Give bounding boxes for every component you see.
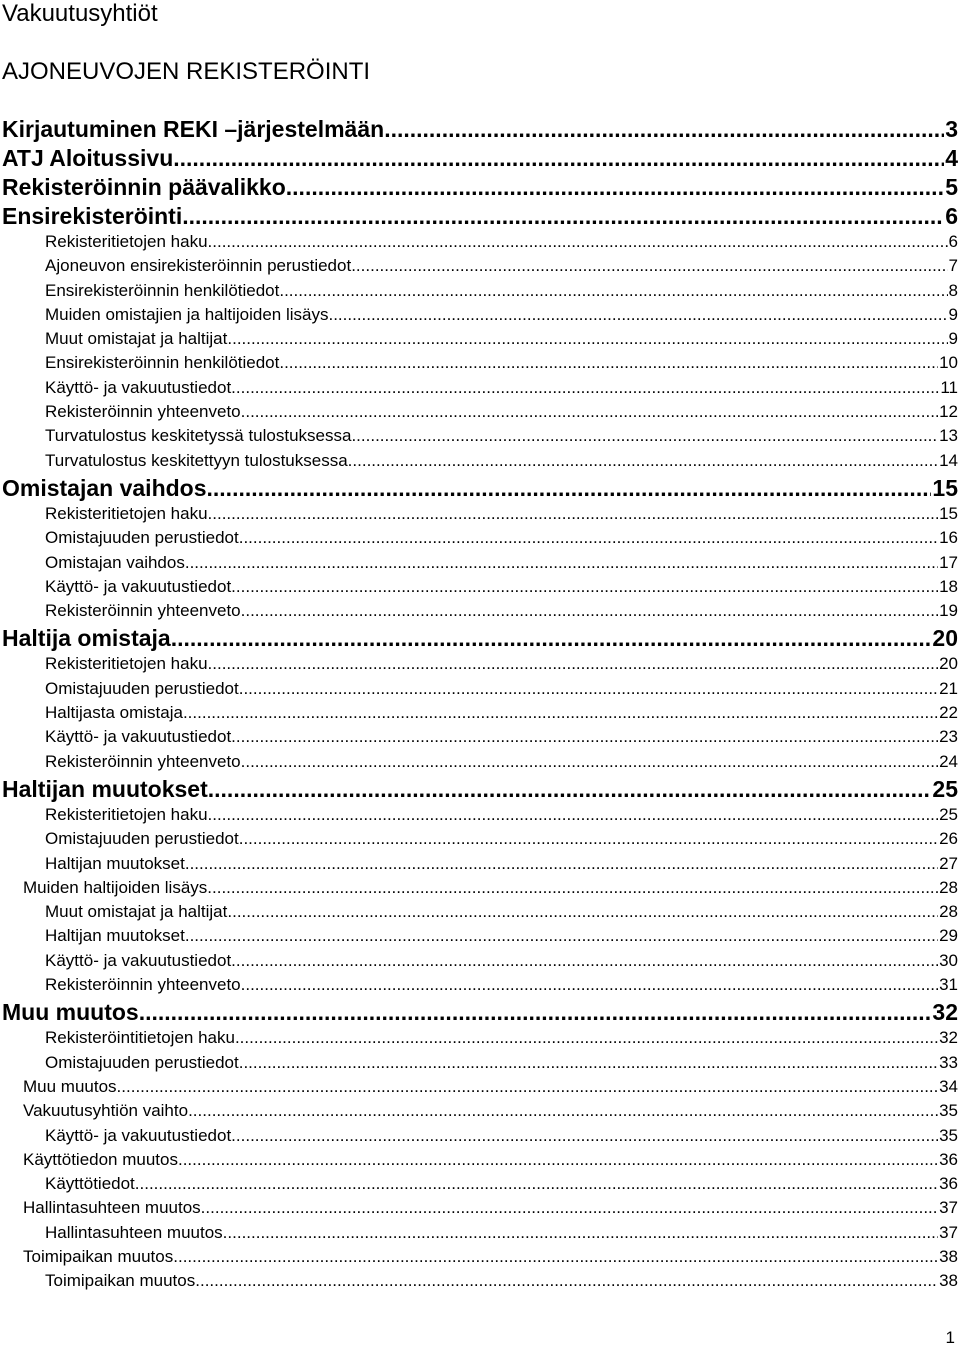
toc-entry-label: Turvatulostus keskitetyssä tulostuksessa [45, 426, 352, 446]
toc-entry-page: 15 [932, 474, 958, 501]
toc-entry-label: Toimipaikan muutos [23, 1246, 174, 1266]
toc-dot-leader [195, 1271, 938, 1291]
toc-dot-leader [183, 703, 938, 723]
toc-dot-leader [139, 999, 932, 1026]
toc-entry-page: 32 [939, 1028, 958, 1048]
toc-entry-page: 38 [939, 1246, 958, 1266]
toc-entry-page: 37 [939, 1198, 958, 1218]
toc-entry[interactable] [0, 504, 960, 528]
toc-dot-leader [384, 116, 944, 143]
toc-entry-page: 30 [939, 950, 958, 970]
toc-entry[interactable] [0, 878, 960, 902]
toc-entry-page: 10 [939, 353, 958, 373]
toc-entry-page: 13 [939, 426, 958, 446]
toc-entry-label: Omistajuuden perustiedot [45, 1052, 239, 1072]
toc-dot-leader [208, 232, 948, 252]
toc-entry-label: Vakuutusyhtiön vaihto [23, 1101, 189, 1121]
toc-entry[interactable] [0, 902, 960, 926]
toc-dot-leader [328, 305, 947, 325]
toc-entry-label: Omistajan vaihdos [2, 474, 207, 501]
toc-entry-label: Turvatulostus keskitettyyn tulostuksessa [45, 450, 348, 470]
toc-entry[interactable] [0, 805, 960, 829]
toc-entry-label: Ajoneuvon ensirekisteröinnin perustiedot [45, 256, 352, 276]
toc-dot-leader [171, 625, 932, 652]
toc-entry[interactable] [0, 703, 960, 727]
toc-dot-leader [188, 1101, 938, 1121]
toc-entry-page: 33 [939, 1052, 958, 1072]
toc-entry-label: Ensirekisteröinnin henkilötiedot [45, 280, 280, 300]
toc-entry[interactable] [0, 232, 960, 256]
toc-entry-label: Rekisteritietojen haku [45, 232, 208, 251]
toc-entry-page: 34 [939, 1076, 958, 1096]
toc-entry-page: 38 [939, 1271, 958, 1291]
toc-entry[interactable] [0, 528, 960, 552]
toc-entry-page: 4 [945, 145, 958, 171]
toc-dot-leader [241, 402, 938, 422]
toc-entry-page: 20 [932, 625, 958, 652]
toc-dot-leader [241, 752, 938, 772]
toc-dot-leader [207, 878, 938, 898]
toc-entry-label: Käyttö- ja vakuutustiedot [45, 950, 232, 970]
toc-entry[interactable] [0, 926, 960, 950]
toc-entry-label: Ensirekisteröinnin henkilötiedot [45, 353, 280, 373]
toc-entry[interactable] [0, 329, 960, 353]
toc-entry-page: 28 [939, 902, 958, 922]
toc-dot-leader [135, 1174, 938, 1194]
toc-entry-label: Käyttö- ja vakuutustiedot [45, 727, 232, 747]
toc-entry-page: 19 [939, 601, 958, 621]
toc-entry-label: Rekisteritietojen haku [45, 654, 208, 674]
toc-entry-label: Rekisteröinnin päävalikko [2, 174, 286, 200]
toc-dot-leader [223, 1223, 938, 1243]
toc-entry-page: 9 [948, 304, 958, 324]
toc-dot-leader [117, 1077, 939, 1097]
toc-entry-page: 35 [939, 1101, 958, 1121]
toc-dot-leader [208, 776, 932, 803]
toc-dot-leader [173, 1247, 938, 1267]
toc-entry-label: Ensirekisteröinti [2, 203, 183, 229]
toc-entry-label: Omistajan vaihdos [45, 552, 185, 572]
toc-entry[interactable] [0, 829, 960, 853]
toc-entry[interactable] [0, 679, 960, 703]
toc-dot-leader [208, 805, 939, 825]
toc-entry-page: 35 [939, 1125, 958, 1145]
toc-entry[interactable] [0, 1053, 960, 1077]
toc-entry-page: 25 [939, 804, 958, 824]
toc-entry-page: 15 [939, 503, 958, 523]
toc-entry-page: 5 [945, 174, 958, 200]
toc-dot-leader [235, 1028, 938, 1048]
toc-dot-leader [178, 1150, 938, 1170]
toc-dot-leader [208, 654, 939, 674]
toc-dot-leader [231, 951, 938, 971]
toc-entry-page: 18 [939, 576, 958, 596]
toc-entry-page: 9 [948, 329, 958, 349]
toc-dot-leader [201, 1198, 938, 1218]
toc-dot-leader [227, 902, 938, 922]
toc-entry[interactable] [0, 577, 960, 601]
toc-entry-label: Toimipaikan muutos [45, 1271, 196, 1291]
toc-entry-label: Hallintasuhteen muutos [45, 1222, 223, 1242]
toc-dot-leader [348, 451, 938, 471]
toc-entry-label: Omistajuuden perustiedot [45, 678, 239, 698]
toc-entry[interactable] [0, 402, 960, 426]
toc-dot-leader [185, 926, 938, 946]
toc-entry[interactable] [0, 145, 960, 174]
toc-entry-label: Rekisteröinnin yhteenveto [45, 975, 241, 995]
toc-entry[interactable] [0, 776, 960, 805]
toc-entry-page: 31 [939, 975, 958, 995]
toc-dot-leader [231, 577, 938, 597]
toc-entry[interactable] [0, 1247, 960, 1271]
toc-entry-label: Käyttö- ja vakuutustiedot [45, 1125, 232, 1145]
toc-entry-label: Hallintasuhteen muutos [23, 1198, 201, 1218]
toc-entry-page: 3 [945, 116, 958, 142]
toc-dot-leader [241, 601, 938, 621]
toc-dot-leader [182, 203, 944, 230]
document-subtitle: AJONEUVOJEN REKISTERÖINTI [2, 58, 371, 85]
toc-dot-leader [239, 829, 938, 849]
toc-entry-label: Rekisteröinnin yhteenveto [45, 402, 241, 422]
toc-dot-leader [185, 553, 938, 573]
toc-entry-label: Rekisteröintitietojen haku [45, 1028, 235, 1048]
toc-entry-label: Käyttötiedot [45, 1174, 135, 1194]
toc-entry[interactable] [0, 1101, 960, 1125]
toc-dot-leader [286, 174, 944, 201]
toc-entry[interactable] [0, 1198, 960, 1222]
toc-entry-label: Kirjautuminen REKI –järjestelmään [2, 116, 385, 142]
toc-entry[interactable] [0, 951, 960, 975]
toc-entry-label: Käyttö- ja vakuutustiedot [45, 377, 232, 397]
toc-entry-label: Käyttötiedon muutos [23, 1149, 178, 1169]
toc-entry[interactable] [0, 203, 960, 232]
toc-entry-page: 14 [939, 450, 958, 470]
toc-entry[interactable] [0, 305, 960, 329]
toc-entry-label: Rekisteröinnin yhteenveto [45, 601, 241, 621]
toc-entry-label: Haltijan muutokset [45, 853, 185, 873]
table-of-contents [0, 116, 960, 1296]
toc-entry[interactable] [0, 1126, 960, 1150]
toc-dot-leader [208, 504, 939, 524]
toc-entry[interactable] [0, 752, 960, 776]
toc-dot-leader [185, 854, 938, 874]
toc-entry[interactable] [0, 426, 960, 450]
toc-entry-label: Muu muutos [23, 1076, 117, 1096]
toc-entry-label: Muiden omistajien ja haltijoiden lisäys [45, 304, 329, 324]
toc-dot-leader [279, 353, 938, 373]
toc-dot-leader [239, 528, 938, 548]
toc-entry-page: 37 [939, 1222, 958, 1242]
toc-entry[interactable] [0, 1174, 960, 1198]
toc-dot-leader [173, 145, 944, 172]
toc-entry[interactable] [0, 1077, 960, 1101]
toc-dot-leader [239, 1053, 938, 1073]
toc-entry-page: 7 [948, 256, 958, 276]
toc-entry-page: 36 [939, 1174, 958, 1194]
toc-entry-label: Muu muutos [2, 999, 139, 1026]
toc-entry[interactable] [0, 451, 960, 475]
toc-entry[interactable] [0, 116, 960, 145]
toc-entry-page: 20 [939, 654, 958, 674]
toc-entry[interactable] [0, 281, 960, 305]
toc-entry-label: Rekisteröinnin yhteenveto [45, 751, 241, 771]
toc-entry-page: 22 [939, 703, 958, 723]
toc-entry[interactable] [0, 1223, 960, 1247]
toc-entry-page: 12 [939, 402, 958, 422]
toc-entry-label: Omistajuuden perustiedot [45, 829, 239, 849]
toc-entry[interactable] [0, 1028, 960, 1052]
toc-dot-leader [279, 281, 947, 301]
toc-entry-page: 29 [939, 926, 958, 946]
toc-entry[interactable] [0, 475, 960, 504]
toc-entry-page: 17 [939, 552, 958, 572]
toc-dot-leader [239, 679, 938, 699]
toc-entry-label: Haltija omistaja [2, 625, 171, 652]
toc-entry[interactable] [0, 854, 960, 878]
toc-entry[interactable] [0, 378, 960, 402]
toc-entry-page: 28 [939, 877, 958, 897]
page-number: 1 [945, 1328, 955, 1347]
toc-dot-leader [351, 256, 947, 276]
toc-entry[interactable] [0, 625, 960, 654]
toc-entry-label: Muut omistajat ja haltijat [45, 329, 228, 349]
toc-dot-leader [231, 378, 939, 398]
toc-entry-label: Rekisteritietojen haku [45, 503, 208, 523]
toc-entry[interactable] [0, 999, 960, 1028]
toc-dot-leader [231, 727, 938, 747]
toc-entry[interactable] [0, 975, 960, 999]
toc-entry-page: 27 [939, 853, 958, 873]
toc-entry-label: Haltijan muutokset [2, 775, 208, 802]
toc-entry[interactable] [0, 654, 960, 678]
toc-entry-page: 6 [948, 232, 958, 251]
toc-entry-page: 26 [939, 829, 958, 849]
toc-entry-label: Käyttö- ja vakuutustiedot [45, 576, 232, 596]
toc-entry[interactable] [0, 553, 960, 577]
toc-entry-label: Haltijan muutokset [45, 926, 185, 946]
toc-entry-label: ATJ Aloitussivu [2, 145, 174, 171]
toc-entry[interactable] [0, 727, 960, 751]
toc-dot-leader [241, 975, 938, 995]
toc-entry-label: Rekisteritietojen haku [45, 804, 208, 824]
toc-entry-page: 16 [939, 528, 958, 548]
toc-entry-page: 23 [939, 727, 958, 747]
toc-entry-page: 6 [945, 203, 958, 229]
toc-dot-leader [207, 475, 932, 502]
toc-entry-page: 32 [932, 999, 958, 1026]
toc-entry-label: Haltijasta omistaja [45, 703, 183, 723]
toc-entry[interactable] [0, 601, 960, 625]
toc-entry-page: 11 [940, 377, 958, 397]
toc-entry-page: 24 [939, 751, 958, 771]
toc-entry[interactable] [0, 256, 960, 280]
toc-dot-leader [351, 426, 938, 446]
toc-entry-label: Muiden haltijoiden lisäys [23, 877, 208, 897]
toc-entry-label: Muut omistajat ja haltijat [45, 902, 228, 922]
toc-entry[interactable] [0, 174, 960, 203]
toc-entry-page: 36 [939, 1149, 958, 1169]
toc-entry-page: 8 [948, 280, 958, 300]
toc-entry[interactable] [0, 1271, 960, 1295]
toc-entry[interactable] [0, 353, 960, 377]
toc-dot-leader [227, 329, 947, 349]
toc-entry[interactable] [0, 1150, 960, 1174]
toc-entry-label: Omistajuuden perustiedot [45, 528, 239, 548]
toc-dot-leader [231, 1126, 938, 1146]
toc-entry-page: 25 [932, 775, 958, 802]
toc-entry-page: 21 [939, 678, 958, 698]
document-title: Vakuutusyhtiöt [2, 0, 158, 27]
